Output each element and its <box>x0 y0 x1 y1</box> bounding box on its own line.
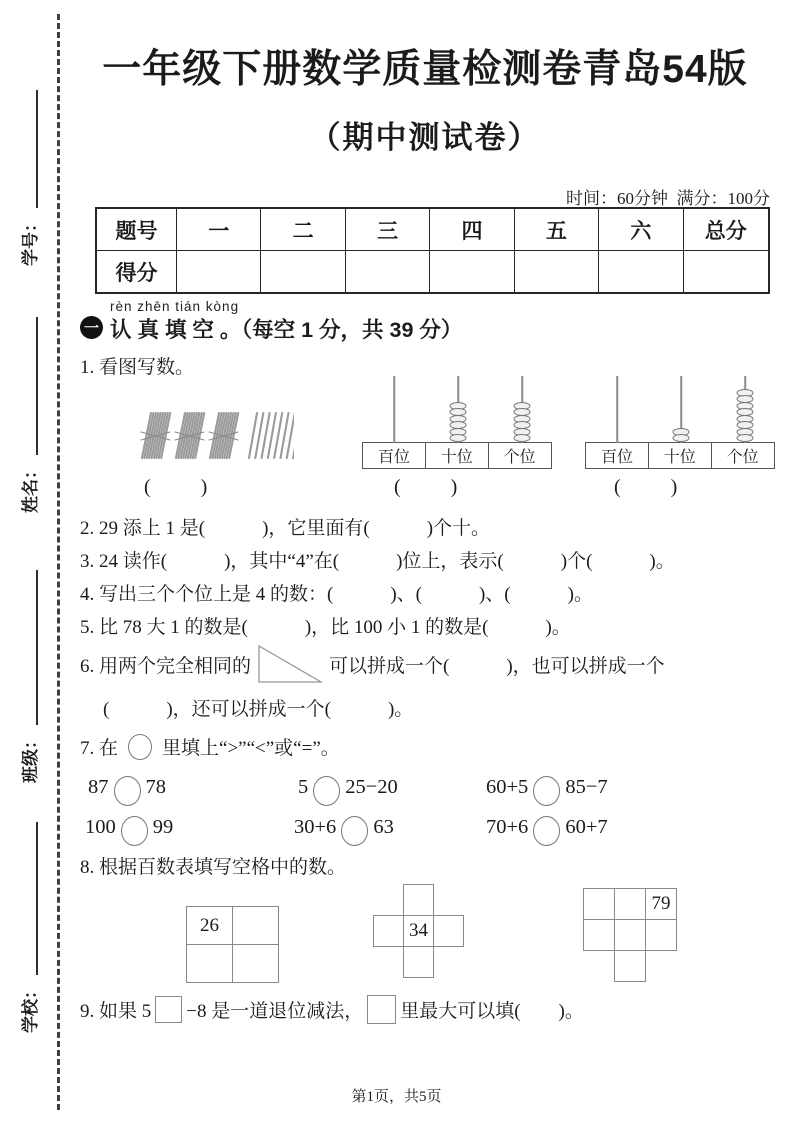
sidebar-class <box>15 563 41 783</box>
compare-circle-icon <box>313 776 340 806</box>
score-table-header-cell: 五 <box>515 209 599 251</box>
section-points: （每空 1 分，共 39 分） <box>241 318 463 342</box>
compare-left: 70+6 <box>486 815 529 838</box>
grid-cell-empty <box>614 888 646 920</box>
question-9-part3: 里最大可以填( )。 <box>400 1001 584 1022</box>
compare-circle-icon <box>533 776 560 806</box>
compare-left: 100 <box>85 815 116 838</box>
question-8-text: 8. 根据百数表填写空格中的数。 <box>80 857 347 878</box>
score-table-header-cell: 二 <box>261 209 345 251</box>
score-table-header-cell: 三 <box>346 209 430 251</box>
compare-right: 25−20 <box>345 775 398 798</box>
score-table-header-cell: 题号 <box>97 209 177 251</box>
tens-label: 十位 <box>648 442 712 469</box>
score-table-header-cell: 总分 <box>684 209 768 251</box>
answer-box <box>155 996 182 1023</box>
sidebar-school <box>15 815 41 1033</box>
tens-rod <box>426 376 490 442</box>
class-label: 班级： <box>20 732 40 783</box>
score-empty-cell <box>430 251 514 292</box>
section-title <box>110 313 462 344</box>
time-score-info: 时间：60分钟 满分：100分 <box>566 189 770 208</box>
ones-rod <box>490 376 554 442</box>
score-row-label: 得分 <box>97 251 177 292</box>
score-table <box>95 207 770 294</box>
score-empty-cell <box>515 251 599 292</box>
ones-rod <box>713 376 777 442</box>
abacus-rods <box>585 376 777 442</box>
school-label: 学校： <box>20 982 40 1033</box>
grid-cell-value: 79 <box>645 888 677 920</box>
page-subtitle: （期中测试卷） <box>309 120 541 155</box>
hundreds-label: 百位 <box>585 442 649 469</box>
grid-cell-empty <box>403 946 434 978</box>
place-value-labels <box>362 442 554 469</box>
grid-cell-value: 26 <box>186 906 233 945</box>
counting-sticks-figure <box>136 408 294 471</box>
grid-cell-empty <box>232 906 279 945</box>
page-number: 第1页，共5页 <box>351 1089 442 1105</box>
name-label: 姓名： <box>20 462 40 513</box>
question-9-part1: 9. 如果 5 <box>80 1001 152 1022</box>
question-3-text: 3. 24 读作( )，其中“4”在( )位上，表示( )个( )。 <box>80 551 675 572</box>
question-7-part1: 7. 在 <box>80 738 119 759</box>
tens-rod <box>649 376 713 442</box>
name-fill-line <box>36 317 38 455</box>
class-fill-line <box>36 570 38 725</box>
abacus-figure-2 <box>585 376 777 469</box>
grid-cell-empty <box>583 919 615 951</box>
grid-cell-empty <box>614 950 646 982</box>
score-table-header-cell: 四 <box>430 209 514 251</box>
compare-right: 78 <box>145 775 166 798</box>
compare-left: 87 <box>88 775 109 798</box>
hundreds-rod <box>585 376 649 442</box>
score-empty-cell <box>261 251 345 292</box>
answer-blank: ( ) <box>394 476 458 498</box>
score-empty-cell <box>346 251 430 292</box>
fold-dashed-line <box>57 14 60 1110</box>
answer-blank: ( ) <box>614 476 678 498</box>
question-5-text: 5. 比 78 大 1 的数是( )，比 100 小 1 的数是( )。 <box>80 617 571 638</box>
compare-item <box>294 812 394 842</box>
grid-cell-empty <box>186 944 233 983</box>
question-7-part2: 里填上“>”“<”或“=”。 <box>162 738 340 759</box>
compare-item <box>85 812 173 842</box>
section-title-text: 认 真 填 空 。 <box>110 318 242 342</box>
grid-cell-value: 34 <box>403 915 434 947</box>
answer-blank: ( ) <box>144 476 208 498</box>
ones-label: 个位 <box>488 442 552 469</box>
compare-circle-icon <box>128 734 152 760</box>
section-pinyin: rèn zhēn tián kòng <box>110 299 240 314</box>
compare-left: 60+5 <box>486 775 529 798</box>
compare-right: 63 <box>373 815 394 838</box>
hundred-chart-grid-2 <box>373 884 466 980</box>
compare-left: 5 <box>298 775 309 798</box>
compare-circle-icon <box>114 776 141 806</box>
question-9 <box>80 995 584 1024</box>
section-one-badge: 一 <box>80 316 103 339</box>
sidebar-name <box>15 310 41 513</box>
question-6-line1 <box>80 644 665 684</box>
right-triangle-figure <box>257 644 323 684</box>
compare-item <box>88 772 166 802</box>
sidebar-student-id <box>15 85 41 266</box>
score-empty-cell <box>177 251 261 292</box>
compare-item <box>486 772 608 802</box>
grid-cell-empty <box>403 884 434 916</box>
hundreds-rod <box>362 376 426 442</box>
school-fill-line <box>36 822 38 975</box>
compare-right: 60+7 <box>565 815 608 838</box>
hundred-chart-grid-3 <box>583 888 679 984</box>
grid-cell-empty <box>645 919 677 951</box>
student-id-label: 学号： <box>20 215 40 266</box>
score-table-header-cell: 六 <box>599 209 683 251</box>
abacus-figure-1 <box>362 376 554 469</box>
answer-box <box>367 995 396 1024</box>
compare-right: 85−7 <box>565 775 608 798</box>
score-table-header-cell: 一 <box>177 209 261 251</box>
compare-circle-icon <box>121 816 148 846</box>
ones-label: 个位 <box>711 442 775 469</box>
question-7-intro <box>80 733 340 760</box>
grid-cell-empty <box>373 915 404 947</box>
place-value-labels <box>585 442 777 469</box>
question-6-part2: 可以拼成一个( )，也可以拼成一个 <box>329 655 665 677</box>
score-empty-cell <box>684 251 768 292</box>
student-id-fill-line <box>36 90 38 208</box>
question-9-part2: −8 是一道退位减法， <box>186 1001 364 1022</box>
grid-cell-empty <box>232 944 279 983</box>
grid-cell-empty <box>433 915 464 947</box>
score-empty-cell <box>599 251 683 292</box>
question-6-part1: 6. 用两个完全相同的 <box>80 655 252 677</box>
page-title: 一年级下册数学质量检测卷青岛54版 <box>102 48 748 91</box>
compare-left: 30+6 <box>294 815 337 838</box>
compare-item <box>298 772 398 802</box>
question-6-line2: ( )，还可以拼成一个( )。 <box>103 699 414 720</box>
compare-circle-icon <box>533 816 560 846</box>
grid-cell-empty <box>614 919 646 951</box>
question-1-text: 1. 看图写数。 <box>80 357 195 378</box>
question-4-text: 4. 写出三个个位上是 4 的数：( )、( )、( )。 <box>80 584 593 605</box>
compare-circle-icon <box>341 816 368 846</box>
hundred-chart-grid-1 <box>186 906 280 984</box>
abacus-rods <box>362 376 554 442</box>
question-2-text: 2. 29 添上 1 是( )，它里面有( )个十。 <box>80 518 491 539</box>
compare-right: 99 <box>152 815 174 838</box>
compare-item <box>486 812 608 842</box>
hundreds-label: 百位 <box>362 442 426 469</box>
tens-label: 十位 <box>425 442 489 469</box>
grid-cell-empty <box>583 888 615 920</box>
